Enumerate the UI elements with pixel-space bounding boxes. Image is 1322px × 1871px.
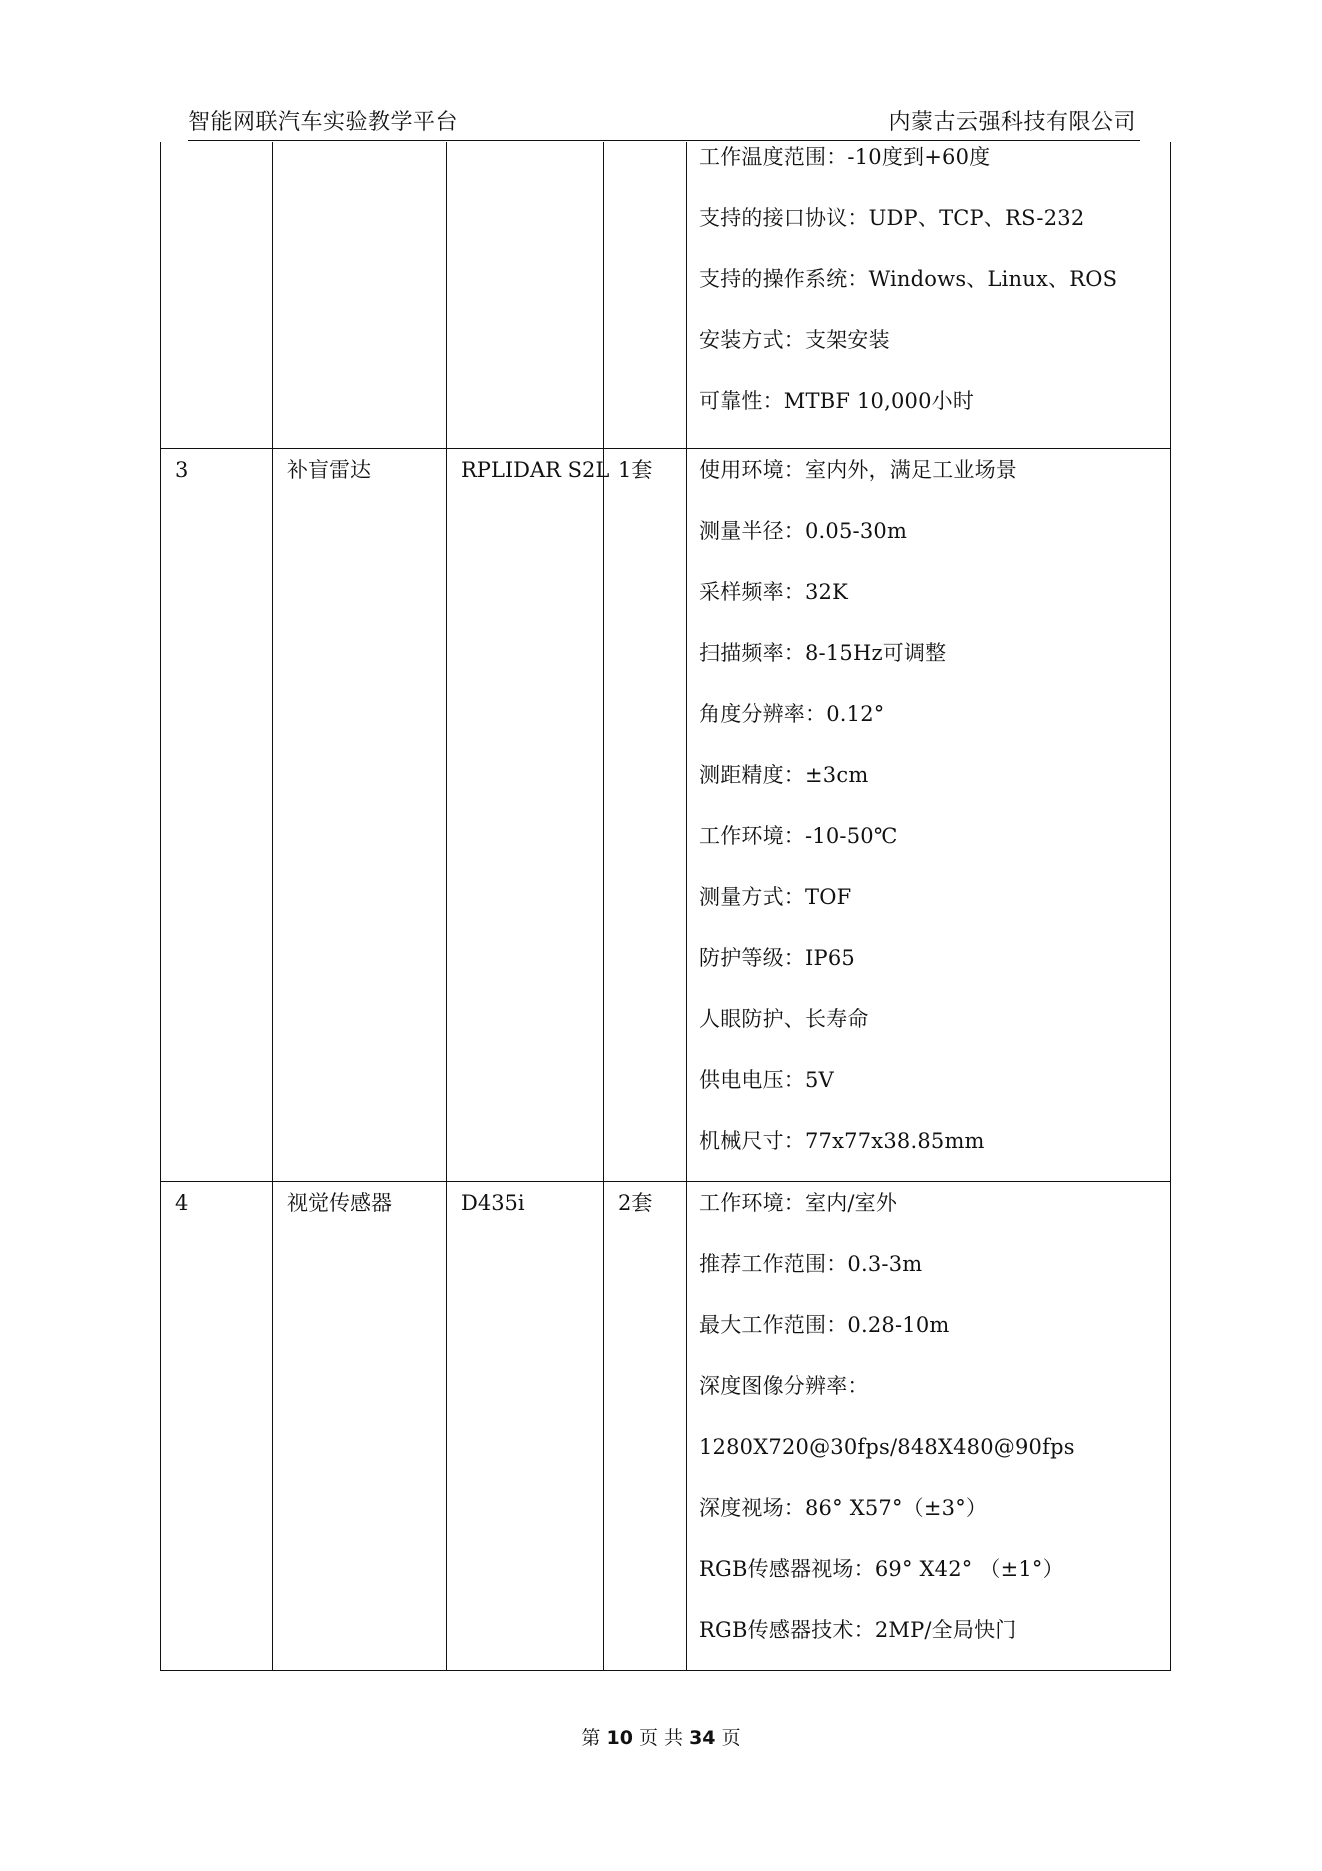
table-row — [161, 1181, 1171, 1670]
spec-line: 安装方式：支架安装 — [699, 328, 890, 352]
item-name-cell — [273, 448, 447, 1181]
table-row — [161, 448, 1171, 1181]
spec-line: 人眼防护、长寿命 — [699, 1006, 869, 1031]
item-model: RPLIDAR S2L — [461, 457, 610, 482]
spec-line: 支持的操作系统：Windows、Linux、ROS — [699, 267, 1118, 291]
item-number-cell — [161, 142, 273, 448]
spec-list — [687, 142, 1170, 441]
item-model-cell — [447, 142, 604, 448]
footer-middle: 页 共 — [638, 1727, 684, 1749]
spec-line: 深度图像分辨率： — [699, 1373, 869, 1398]
header-rule — [188, 140, 1140, 141]
spec-line: 角度分辨率：0.12° — [699, 701, 885, 726]
item-model: D435i — [461, 1190, 525, 1215]
spec-line: 测距精度：±3cm — [699, 762, 869, 787]
spec-list — [687, 449, 1170, 1181]
item-model — [447, 142, 603, 148]
item-number-cell — [161, 1181, 273, 1670]
spec-line: RGB传感器视场：69° X42° （±1°） — [699, 1556, 1064, 1581]
item-quantity: 1套 — [618, 457, 653, 482]
spec-line: 深度视场：86° X57°（±3°） — [699, 1495, 988, 1520]
spec-line: 测量半径：0.05-30m — [699, 518, 908, 543]
item-name — [273, 142, 446, 148]
item-quantity — [604, 142, 686, 148]
spec-line: 采样频率：32K — [699, 579, 849, 604]
company-name: 内蒙古云强科技有限公司 — [888, 110, 1136, 135]
spec-line: 防护等级：IP65 — [699, 945, 855, 970]
item-name: 视觉传感器 — [287, 1190, 392, 1215]
page-header — [188, 108, 1136, 142]
spec-line: 机械尺寸：77x77x38.85mm — [699, 1128, 985, 1153]
spec-line: 推荐工作范围：0.3-3m — [699, 1251, 923, 1276]
footer-suffix: 页 — [721, 1727, 741, 1749]
spec-line: 1280X720@30fps/848X480@90fps — [699, 1434, 1075, 1459]
spec-line: 工作环境：-10-50℃ — [699, 823, 898, 848]
item-name-cell — [273, 1181, 447, 1670]
spec-line: 测量方式：TOF — [699, 884, 852, 909]
item-number: 3 — [175, 457, 189, 482]
spec-line: 使用环境：室内外，满足工业场景 — [699, 457, 1017, 482]
spec-line: 工作温度范围：-10度到+60度 — [699, 145, 991, 169]
table-row — [161, 142, 1171, 448]
item-name: 补盲雷达 — [287, 457, 371, 482]
item-number: 4 — [175, 1190, 189, 1215]
footer-total-pages: 34 — [689, 1727, 716, 1749]
item-quantity: 2套 — [618, 1190, 653, 1215]
item-number-cell — [161, 448, 273, 1181]
spec-cell — [687, 448, 1171, 1181]
item-quantity-cell — [604, 448, 687, 1181]
footer-page-number: 10 — [606, 1727, 633, 1749]
item-model-cell — [447, 448, 610, 1181]
spec-line: 可靠性：MTBF 10,000小时 — [699, 389, 975, 413]
spec-line: 扫描频率：8-15Hz可调整 — [699, 640, 947, 665]
footer-prefix: 第 — [581, 1727, 601, 1749]
item-quantity-cell — [604, 142, 687, 448]
equipment-spec-table — [160, 142, 1171, 1671]
spec-cell — [687, 142, 1171, 448]
item-model-cell — [447, 1181, 604, 1670]
spec-line: 最大工作范围：0.28-10m — [699, 1312, 950, 1337]
spec-cell — [687, 1181, 1171, 1670]
spec-line: RGB传感器技术：2MP/全局快门 — [699, 1617, 1017, 1642]
item-name-cell — [273, 142, 447, 448]
spec-line: 支持的接口协议：UDP、TCP、RS-232 — [699, 206, 1085, 230]
spec-line: 供电电压：5V — [699, 1067, 834, 1092]
spec-list — [687, 1182, 1170, 1670]
item-quantity-cell — [604, 1181, 687, 1670]
platform-title: 智能网联汽车实验教学平台 — [188, 110, 459, 135]
page-footer — [0, 1725, 1322, 1751]
item-number — [161, 142, 272, 148]
spec-line: 工作环境：室内/室外 — [699, 1190, 898, 1215]
